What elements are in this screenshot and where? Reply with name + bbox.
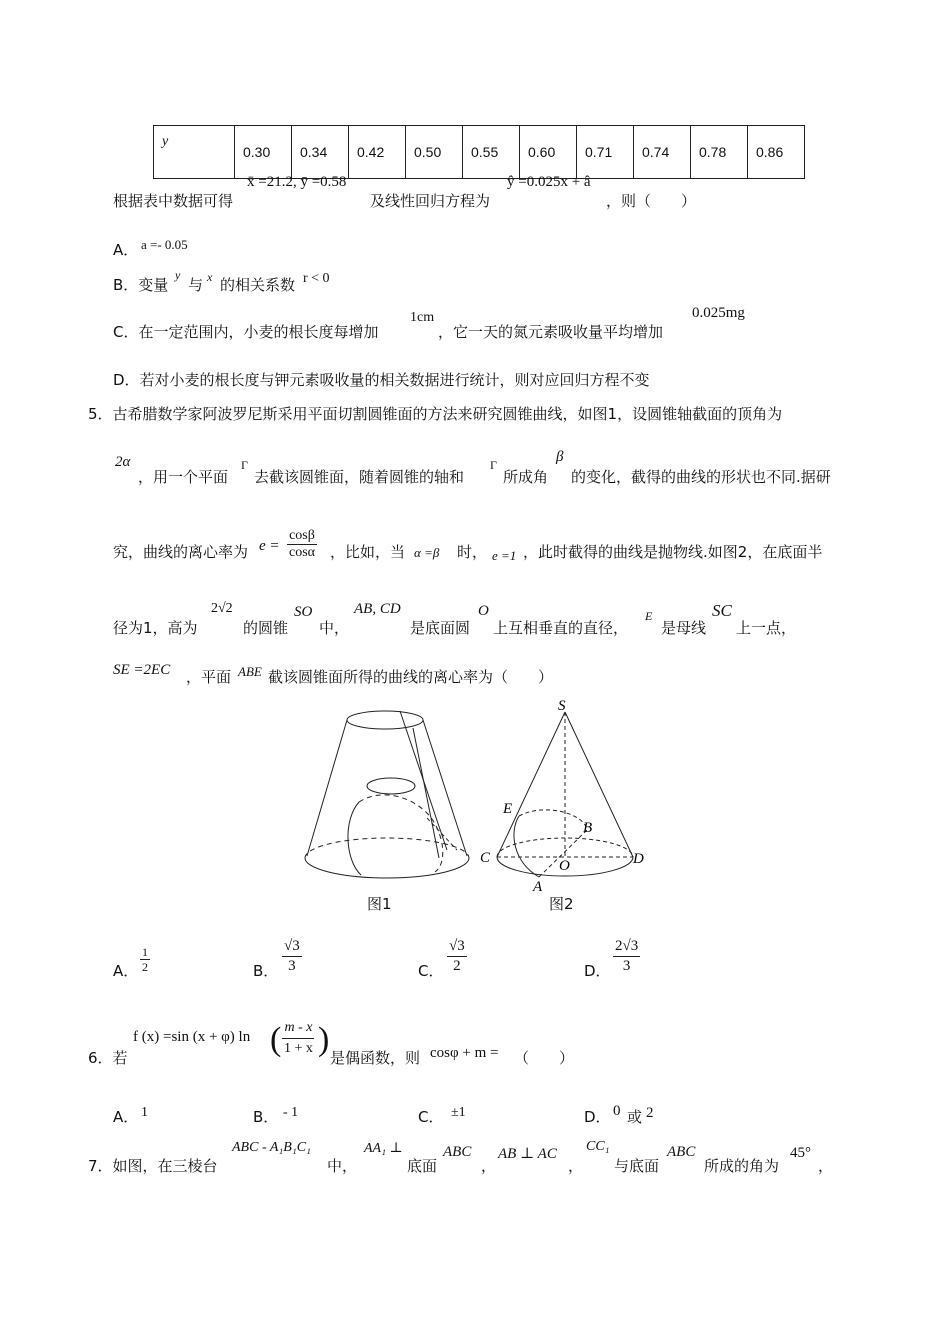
q5-ABCD: AB, CD <box>354 601 401 617</box>
fig2-caption: 图2 <box>549 895 574 913</box>
fig1-left-generatrix <box>307 720 347 856</box>
q5-l4-f: 是母线 <box>661 619 707 637</box>
q4-option-c-a: C．在一定范围内，小麦的根长度每增加 <box>113 323 379 341</box>
frac-num: 1 <box>142 945 148 959</box>
q5-l3-d: ，此时截得的曲线是抛物线.如图2，在底面半 <box>523 543 823 561</box>
q7-f: 与底面 <box>614 1157 660 1175</box>
q7-m3: ABC <box>443 1144 472 1160</box>
q7-m6: ABC <box>667 1144 696 1160</box>
q7-c: 底面 <box>407 1157 438 1175</box>
q7-m7: 45° <box>790 1145 811 1161</box>
q7-b: 中， <box>327 1157 358 1175</box>
q5-l4-c: 中， <box>319 619 350 637</box>
q4-option-a-label: A． <box>113 241 139 259</box>
fig1-section-front <box>348 802 361 875</box>
q5-option-a-frac <box>140 945 150 974</box>
q5-l3-c: 时， <box>457 543 488 561</box>
fig2-label-B: B <box>583 820 593 836</box>
table-cell: 0.34 <box>292 126 349 179</box>
frac-num: √3 <box>447 937 467 957</box>
q4-option-a-math: a =- 0.05 <box>141 237 188 252</box>
q5-gamma2: Γ <box>490 458 497 472</box>
q6-option-b-label: B． <box>253 1108 279 1126</box>
fig2-label-C: C <box>480 850 491 866</box>
q5-l4-e: 上互相垂直的直径， <box>493 619 629 637</box>
fig1-section-back <box>359 795 443 872</box>
q5-l2-d: 的变化，截得的曲线的形状也不同.据研 <box>571 468 831 486</box>
q5-l2-a: ，用一个平面 <box>138 468 229 486</box>
table-cell: 0.60 <box>520 126 577 179</box>
q5-beta: β <box>556 449 564 465</box>
q6-frac-den: 1 + x <box>284 1041 313 1056</box>
q5-frac-num: cosβ <box>289 528 315 543</box>
table-cell: 0.42 <box>349 126 406 179</box>
fig2-label-O: O <box>559 858 570 874</box>
q5-SO: SO <box>294 604 313 620</box>
q7-d: ， <box>481 1157 497 1175</box>
q5-l3-b: ，比如，当 <box>330 543 406 561</box>
q6-option-d-0: 0 <box>613 1103 621 1119</box>
q5-l2-c: 所成角 <box>503 468 549 486</box>
frac-den: 2 <box>453 958 461 974</box>
frac-den: 3 <box>622 958 631 974</box>
q4-option-b-x: x <box>207 270 213 284</box>
q6-frac <box>282 1018 315 1059</box>
q5-option-a-label: A． <box>113 962 139 980</box>
q4-stem-c: ，则（ ） <box>606 192 697 210</box>
table-row <box>154 126 805 179</box>
q4-math-reg: ŷ =0.025x + â <box>507 174 591 190</box>
q5-frac-den: cosα <box>289 545 315 560</box>
q7-g: 所成的角为 <box>704 1157 780 1175</box>
q6-option-a-label: A． <box>113 1108 139 1126</box>
q5-l4-d: 是底面圆 <box>410 619 471 637</box>
q4-option-b-y: y <box>175 268 181 282</box>
fig2-line-SD <box>565 712 633 857</box>
table-cell: 0.30 <box>235 126 292 179</box>
q5-l3-a: 究，曲线的离心率为 <box>113 543 249 561</box>
q5-height: 2√2 <box>211 601 233 616</box>
table-cell: 0.78 <box>691 126 748 179</box>
q4-option-b-end: 的相关系数 <box>220 276 296 294</box>
q5-SC: SC <box>712 601 732 620</box>
q6-paren-right: ) <box>318 1021 330 1058</box>
q5-l4-a: 径为1，高为 <box>113 619 198 637</box>
q6-option-c-label: C． <box>418 1108 444 1126</box>
q7-e: ， <box>568 1157 584 1175</box>
q5-O: O <box>478 603 489 619</box>
q6-option-d-or: 或 <box>627 1108 643 1126</box>
fig2-label-E: E <box>503 801 513 817</box>
fig2-section-back <box>519 810 587 830</box>
table-cell: 0.86 <box>748 126 805 179</box>
q4-option-b-mid: 与 <box>188 276 204 294</box>
q5-option-b-label: B． <box>253 962 279 980</box>
q5-option-c-frac <box>447 937 467 976</box>
fig1-mid-ellipse <box>367 778 415 794</box>
fig2-label-D: D <box>633 851 644 867</box>
q6-fx: f (x) =sin (x + φ) ln <box>133 1029 251 1045</box>
frac-num: √3 <box>282 937 302 957</box>
q6-option-d-2: 2 <box>646 1105 654 1121</box>
q5-option-d-frac <box>613 937 640 976</box>
q5-line1: 5．古希腊数学家阿波罗尼斯采用平面切割圆锥面的方法来研究圆锥曲线，如图1，设圆锥轴截面的顶角为 <box>88 405 783 423</box>
q6-paren-left: ( <box>270 1021 282 1058</box>
q6-option-a: 1 <box>141 1105 148 1120</box>
q6-frac-num: m - x <box>282 1018 314 1039</box>
data-table <box>153 125 805 179</box>
q6-label: 6．若 <box>88 1049 128 1067</box>
q5-alpha-beta: α =β <box>414 545 440 560</box>
fig2-label-A: A <box>533 879 543 895</box>
q6-math2: cosφ + m = <box>430 1045 499 1061</box>
q5-SE: SE =2EC <box>113 662 171 678</box>
q6-stem-c: （ ） <box>514 1049 575 1067</box>
q5-l5-a: ，平面 <box>186 668 232 686</box>
fig2-label-S: S <box>558 698 566 714</box>
fig2-section-front <box>514 816 539 877</box>
frac-num: 2√3 <box>613 937 640 957</box>
q4-stem-b: 及线性回归方程为 <box>370 192 491 210</box>
table-cell: 0.50 <box>406 126 463 179</box>
fig1-top-ellipse <box>347 711 423 729</box>
q5-option-d-label: D． <box>584 962 611 980</box>
q5-E: E <box>645 609 653 623</box>
q7-h: ， <box>818 1157 834 1175</box>
q5-l5-b: 截该圆锥面所得的曲线的离心率为（ ） <box>268 668 554 686</box>
fig1-caption: 图1 <box>367 895 392 913</box>
q5-ABE: ABE <box>238 664 262 679</box>
q7-m1: ABC - A₁B₁C₁ <box>232 1140 311 1155</box>
q5-option-c-label: C． <box>418 962 444 980</box>
q5-l4-g: 上一点， <box>736 619 797 637</box>
q6-option-b: - 1 <box>283 1105 299 1120</box>
q4-option-d: D．若对小麦的根长度与钾元素吸收量的相关数据进行统计，则对应回归方程不变 <box>113 371 650 389</box>
q6-option-d-label: D． <box>584 1108 611 1126</box>
q5-gamma1: Γ <box>241 458 248 472</box>
q6-option-c: ±1 <box>451 1105 466 1120</box>
q5-l2-b: 去截该圆锥面，随着圆锥的轴和 <box>254 468 465 486</box>
q7-m4: AB ⊥ AC <box>498 1146 557 1162</box>
figure-2 <box>475 692 660 897</box>
fig2-line-SC <box>497 712 565 857</box>
q4-stem-a: 根据表中数据可得 <box>113 192 234 210</box>
q5-l4-b: 的圆锥 <box>243 619 289 637</box>
q5-ecc-frac <box>287 528 317 561</box>
frac-den: 3 <box>288 958 296 974</box>
q6-stem-b: 是偶函数，则 <box>330 1049 421 1067</box>
fig1-plane-edge-2 <box>413 728 439 858</box>
q5-e-eq: e = <box>259 538 280 554</box>
frac-den: 2 <box>142 960 148 974</box>
q7-m2: AA₁ ⊥ <box>364 1141 403 1156</box>
q4-option-c-b: ，它一天的氮元素吸收量平均增加 <box>438 323 664 341</box>
q7-m5: CC₁ <box>586 1139 610 1154</box>
fig1-base-front <box>305 858 469 878</box>
table-header-y: y <box>154 126 235 179</box>
table-cell: 0.55 <box>463 126 520 179</box>
table-cell: 0.74 <box>634 126 691 179</box>
q5-e1: e =1 <box>492 548 517 563</box>
q4-option-b-label: B．变量 <box>113 276 169 294</box>
q4-option-b-math: r < 0 <box>303 271 330 286</box>
table-cell: 0.71 <box>577 126 634 179</box>
q4-option-c-mg: 0.025mg <box>692 305 745 321</box>
fig1-right-generatrix <box>423 720 467 856</box>
q4-math-means: x̄ =21.2, ȳ =0.58 <box>247 174 347 190</box>
q5-option-b-frac <box>282 937 302 976</box>
q4-option-c-1cm: 1cm <box>410 310 435 325</box>
q7-a: 7．如图，在三棱台 <box>88 1157 218 1175</box>
figure-1 <box>295 700 480 885</box>
q5-2alpha: 2α <box>115 454 131 470</box>
